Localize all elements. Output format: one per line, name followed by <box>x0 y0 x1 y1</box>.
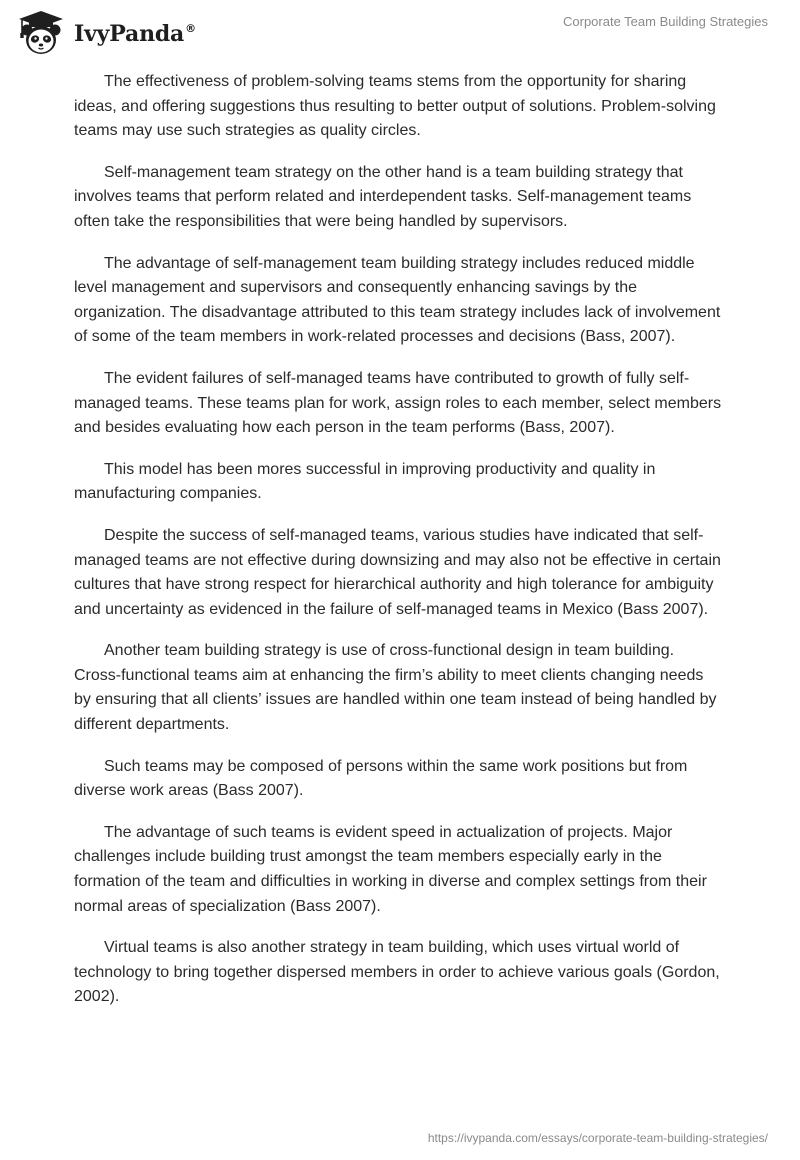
brand-name: IvyPanda® <box>74 21 196 47</box>
paragraph: Another team building strategy is use of cross-functional design in team building. Cross-functional teams aim at enhancing the firm’s ability to meet clients changing needs by ensuring that all clients’ issues are handled within one team instead of being handled by different departments. <box>74 642 717 734</box>
paragraph: The effectiveness of problem-solving teams stems from the opportunity for sharing ideas, and offering suggestions thus resulting to better output of solutions. Problem-solving teams may use such strategies as quality circles. <box>74 73 716 140</box>
brand-logo[interactable] <box>14 8 196 58</box>
page-header <box>0 0 800 60</box>
paragraph: The advantage of such teams is evident speed in actualization of projects. Major challenges include building trust amongst the team members especially early in the formation of the team and difficulties in working in diverse and complex settings from their normal areas of specialization (Bass 2007). <box>74 823 707 915</box>
paragraph: This model has been mores successful in improving productivity and quality in manufacturing companies. <box>74 460 656 503</box>
essay-body <box>74 70 724 1027</box>
paragraph: The evident failures of self-managed teams have contributed to growth of fully self-managed teams. These teams plan for work, assign roles to each member, select members and besides evaluating how each person in the team performs (Bass, 2007). <box>74 369 722 437</box>
paragraph: Such teams may be composed of persons within the same work positions but from diverse work areas (Bass 2007). <box>74 757 688 800</box>
paragraph: Virtual teams is also another strategy in team building, which uses virtual world of technology to bring together dispersed members in order to achieve various goals (Gordon, 2002). <box>74 939 720 1006</box>
document-title: Corporate Team Building Strategies <box>563 14 768 29</box>
registered-mark: ® <box>185 22 196 35</box>
paragraph: The advantage of self-management team building strategy includes reduced middle level management and supervisors and consequently enhancing savings by the organization. The disadvantage attributed to this team strategy includes lack of involvement of some of the team members in work-related processes and decisions (Bass, 2007). <box>74 254 721 346</box>
source-url[interactable]: https://ivypanda.com/essays/corporate-team-building-strategies/ <box>427 1131 768 1145</box>
paragraph: Despite the success of self-managed teams, various studies have indicated that self-managed teams are not effective during downsizing and may also not be effective in certain cultures that have strong respect for hierarchical authority and high tolerance for ambiguity and uncertainty as evidenced in the failure of self-managed teams in Mexico (Bass 2007). <box>74 526 721 618</box>
paragraph: Self-management team strategy on the other hand is a team building strategy that involves teams that perform related and interdependent tasks. Self-management teams often take the responsibilities that were being handled by supervisors. <box>74 163 692 230</box>
panda-graduate-icon <box>14 8 68 58</box>
